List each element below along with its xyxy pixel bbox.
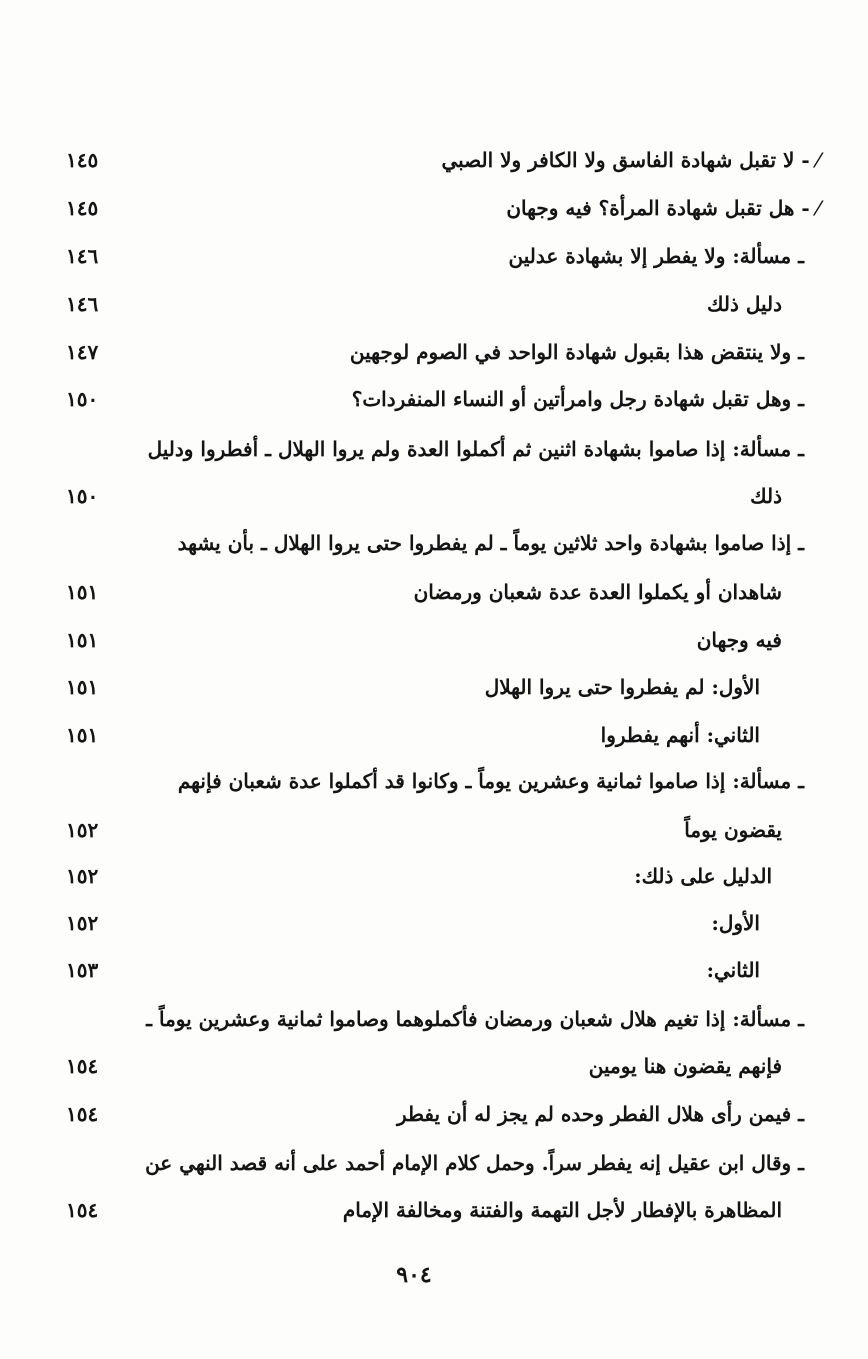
entry-page: ١٤٧ — [66, 340, 99, 364]
entry-text: المظاهرة بالإفطار لأجل التهمة والفتنة ومخالفة الإمام — [342, 1198, 782, 1222]
entry-page: ١٥٢ — [66, 864, 99, 888]
entry-text: ـ مسألة: إذا صاموا ثمانية وعشرين يوماً ـ وكانوا قد أكملوا عدة شعبان فإنهم — [177, 769, 804, 793]
entry-page: ١٤٦ — [66, 292, 99, 316]
entry-text: الثاني: أنهم يفطروا — [600, 723, 760, 747]
entry-text: ـ فيمن رأى هلال الفطر وحده لم يجز له أن يفطر — [396, 1102, 804, 1126]
entry-text: ـ إذا صاموا بشهادة واحد ثلاثين يوماً ـ لم يفطروا حتى يروا الهلال ـ بأن يشهد — [177, 531, 804, 555]
entry-text: الدليل على ذلك: — [634, 864, 772, 888]
entry-page: ١٤٦ — [66, 244, 99, 268]
entry-page: ١٥١ — [66, 723, 99, 747]
entry-page: ١٥١ — [66, 628, 99, 652]
entry-page: ١٤٥ — [66, 148, 99, 172]
entry-page: ١٥١ — [66, 675, 99, 699]
entry-page: ١٥٤ — [66, 1054, 99, 1078]
entry-text: فإنهم يقضون هنا يومين — [588, 1054, 782, 1078]
entry-text: الثاني: — [706, 958, 760, 982]
entry-text: فيه وجهان — [696, 628, 782, 652]
entry-text: ـ وهل تقبل شهادة رجل وامرأتين أو النساء المنفردات؟ — [351, 387, 804, 411]
entry-text: ـ مسألة: ولا يفطر إلا بشهادة عدلين — [508, 244, 804, 268]
entry-page: ١٥٢ — [66, 911, 99, 935]
entry-text: ـ ولا ينتقض هذا بقبول شهادة الواحد في الصوم لوجهين — [349, 340, 804, 364]
entry-text: ـ مسألة: إذا صاموا بشهادة اثنين ثم أكملوا العدة ولم يروا الهلال ـ أفطروا ودليل — [147, 437, 804, 461]
entry-text: ⁄ - هل تقبل شهادة المرأة؟ فيه وجهان — [506, 196, 820, 220]
entry-text: شاهدان أو يكملوا العدة عدة شعبان ورمضان — [413, 580, 782, 604]
entry-text: دليل ذلك — [707, 292, 782, 316]
entry-text: ⁄ - لا تقبل شهادة الفاسق ولا الكافر ولا الصبي — [441, 148, 820, 172]
entry-page: ١٤٥ — [66, 196, 99, 220]
entry-page: ١٥٠ — [66, 387, 99, 411]
page-number: ٩٠٤ — [396, 1262, 432, 1288]
entry-text: الأول: — [711, 911, 760, 935]
entry-text: يقضون يوماً — [684, 818, 782, 842]
entry-page: ١٥٣ — [66, 958, 99, 982]
entry-page: ١٥١ — [66, 580, 99, 604]
entry-text: الأول: لم يفطروا حتى يروا الهلال — [484, 675, 760, 699]
entry-page: ١٥٤ — [66, 1198, 99, 1222]
entry-page: ١٥٤ — [66, 1102, 99, 1126]
entry-page: ١٥٠ — [66, 484, 99, 508]
entry-text: ذلك — [750, 484, 782, 508]
entry-page: ١٥٢ — [66, 818, 99, 842]
entry-text: ـ مسألة: إذا تغيم هلال شعبان ورمضان فأكملوهما وصاموا ثمانية وعشرين يوماً ـ — [146, 1007, 804, 1031]
entry-text: ـ وقال ابن عقيل إنه يفطر سراً. وحمل كلام الإمام أحمد على أنه قصد النهي عن — [145, 1151, 804, 1175]
